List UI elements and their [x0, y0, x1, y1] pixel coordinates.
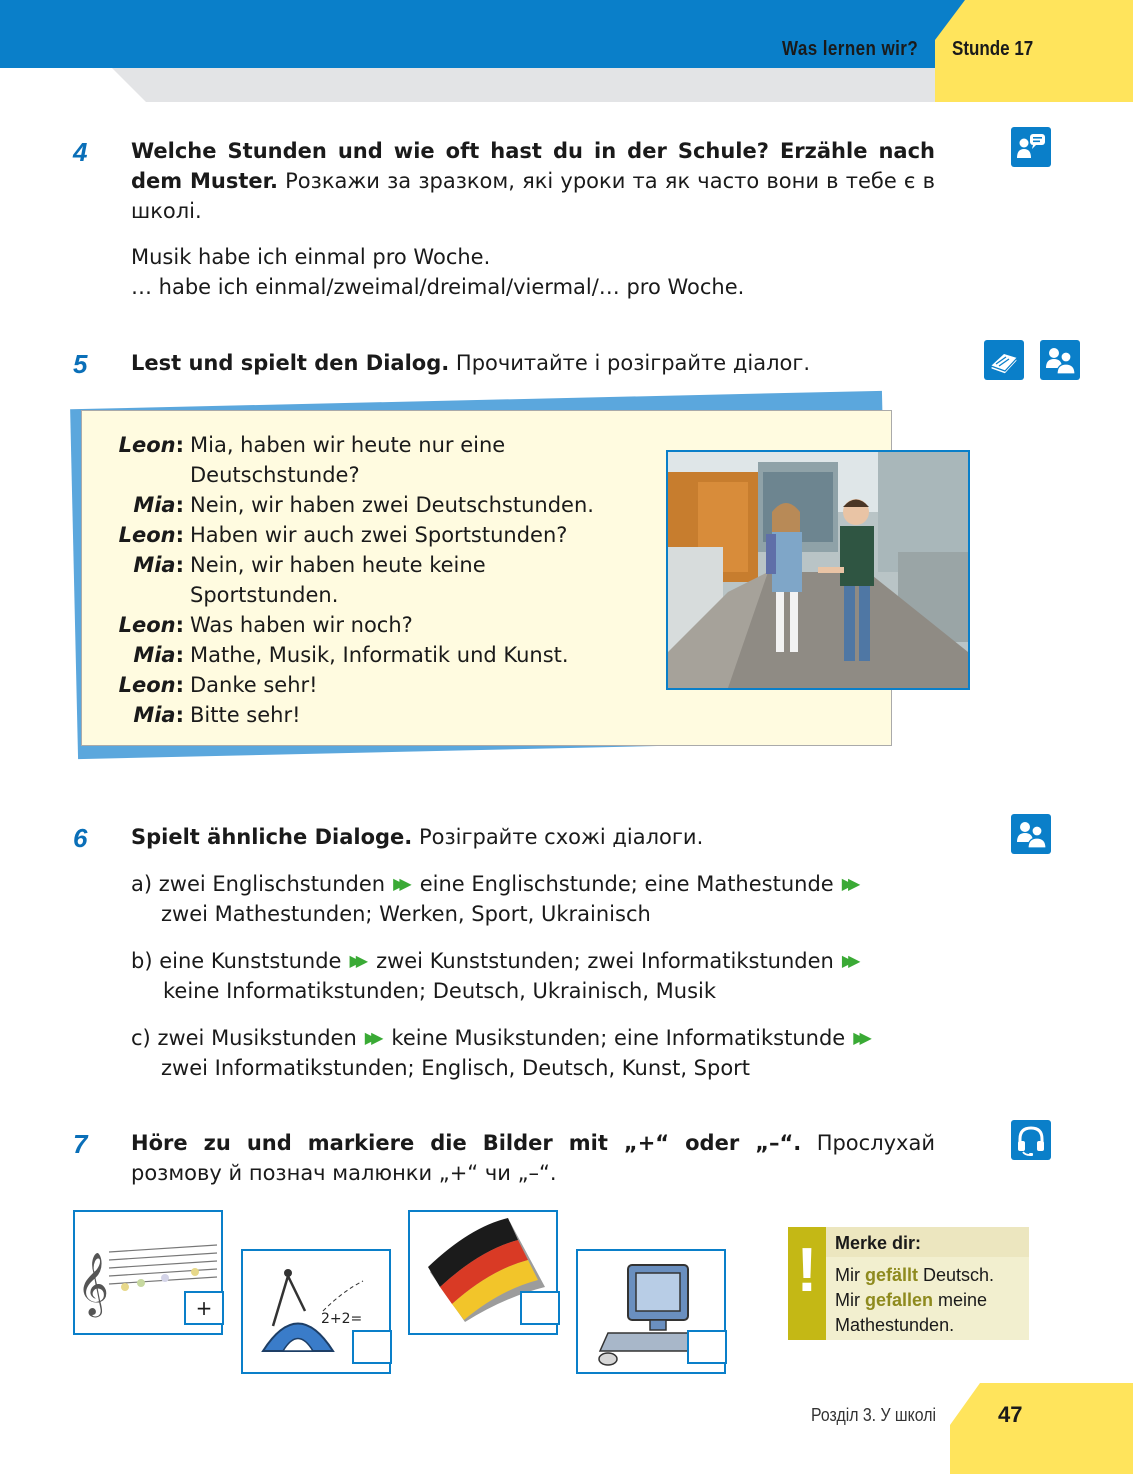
- mark-box[interactable]: +: [184, 1291, 224, 1325]
- item-label: a): [131, 872, 153, 896]
- instruction-de: Spielt ähnliche Dialoge.: [131, 825, 413, 849]
- instruction-uk: Прослухай розмову й познач малюнки „+“ чи „–“.: [131, 1131, 935, 1185]
- dialog-speaker: Mia:: [133, 553, 184, 577]
- double-arrow-icon: ▶▶: [393, 874, 406, 893]
- item-phrase: eine Kunststunde: [159, 949, 342, 973]
- note-text: Mir: [835, 1290, 865, 1310]
- math-label: 2+2=: [321, 1311, 363, 1327]
- pair-work-icon: [1040, 340, 1080, 380]
- double-arrow-icon: ▶▶: [841, 874, 855, 893]
- instruction-uk: Прочитайте і розіграйте діалог.: [455, 351, 811, 375]
- example-line: … habe ich einmal/zweimal/dreimal/viermal/… pro Woche.: [131, 275, 745, 299]
- task-number: 5: [73, 349, 88, 379]
- speaker-name: Mia: [133, 643, 176, 667]
- task-number: 7: [73, 1129, 88, 1159]
- mark-box[interactable]: [520, 1291, 560, 1325]
- note-line: Mathestunden.: [835, 1315, 955, 1335]
- item-phrase: zwei Musikstunden: [157, 1026, 357, 1050]
- speaker-name: Mia: [133, 553, 176, 577]
- task-number: 4: [73, 137, 88, 167]
- instruction-de: Höre zu und markiere die Bilder mit „+“ oder „–“.: [131, 1131, 802, 1155]
- item-label: c): [131, 1026, 151, 1050]
- task-number: 6: [73, 823, 88, 853]
- exclamation-icon: !: [796, 1236, 818, 1305]
- note-highlight: gefällt: [865, 1265, 919, 1285]
- double-arrow-icon: ▶▶: [841, 951, 855, 970]
- note-line: [835, 1263, 994, 1288]
- dialog-speaker: Leon:: [118, 613, 184, 637]
- svg-text:𝄞: 𝄞: [77, 1252, 109, 1315]
- item-phrase: zwei Englischstunden: [158, 872, 386, 896]
- read-book-icon: [984, 340, 1024, 380]
- dialog-line: Was haben wir noch?: [190, 613, 413, 637]
- section-title: Was lernen wir?: [781, 38, 918, 60]
- item-continuation: zwei Mathestunden; Werken, Sport, Ukrainisch: [161, 902, 651, 926]
- school-photo: [666, 450, 970, 690]
- dialog-speaker: Mia:: [133, 643, 184, 667]
- instruction-uk: Розкажи за зразком, які уроки та як часто вони в тебе є в школі.: [131, 169, 935, 223]
- example-line: Musik habe ich einmal pro Woche.: [131, 245, 491, 269]
- headphones-icon: [1011, 1120, 1051, 1160]
- dialog-line: Nein, wir haben zwei Deutschstunden.: [190, 493, 594, 517]
- page-number: 47: [998, 1402, 1023, 1427]
- speaker-name: Mia: [133, 703, 176, 727]
- speaker-name: Mia: [133, 493, 176, 517]
- double-arrow-icon: ▶▶: [364, 1028, 378, 1047]
- dialog-line: Bitte sehr!: [190, 703, 301, 727]
- exercise-item-c: [131, 1023, 880, 1053]
- footer-chapter: Розділ 3. У школі: [811, 1405, 936, 1425]
- speaker-name: Leon: [118, 613, 176, 637]
- task-instruction: [131, 1128, 935, 1188]
- note-text: meine: [933, 1290, 988, 1310]
- mark-box[interactable]: [687, 1330, 727, 1364]
- item-phrase: keine Musikstunden; eine Informatikstunde: [391, 1026, 846, 1050]
- instruction-de: Lest und spielt den Dialog.: [131, 351, 450, 375]
- note-text: Deutsch.: [918, 1265, 995, 1285]
- speak-icon: [1011, 127, 1051, 167]
- note-text: Mir: [835, 1265, 865, 1285]
- instruction-de: Welche Stunden und wie oft hast du in der Schule? Erzähle nach dem Muster.: [131, 139, 935, 193]
- item-continuation: keine Informatikstunden; Deutsch, Ukrainisch, Musik: [163, 979, 717, 1003]
- dialog-line: Sportstunden.: [190, 583, 339, 607]
- dialog-line: Haben wir auch zwei Sportstunden?: [190, 523, 568, 547]
- mark-box[interactable]: [352, 1330, 392, 1364]
- note-line: [835, 1288, 987, 1313]
- exercise-item-b: [131, 946, 868, 976]
- item-label: b): [131, 949, 153, 973]
- dialog-text: [81, 430, 671, 740]
- footer-page-tab: [950, 1383, 1133, 1474]
- dialog-line: Mathe, Musik, Informatik und Kunst.: [190, 643, 569, 667]
- speaker-name: Leon: [118, 673, 176, 697]
- dialog-line: Nein, wir haben heute keine: [190, 553, 486, 577]
- item-continuation: zwei Informatikstunden; Englisch, Deutsch, Kunst, Sport: [161, 1056, 751, 1080]
- dialog-speaker: Leon:: [118, 673, 184, 697]
- note-title: Merke dir:: [835, 1233, 922, 1253]
- dialog-speaker: Leon:: [118, 523, 184, 547]
- speaker-name: Leon: [118, 523, 176, 547]
- lesson-title: Stunde 17: [952, 38, 1034, 60]
- exercise-item-a: [131, 869, 868, 899]
- task-instruction: [131, 822, 703, 852]
- dialog-line: Deutschstunde?: [190, 463, 360, 487]
- dialog-speaker: Leon:: [118, 433, 184, 457]
- task-instruction: [131, 136, 935, 226]
- task-instruction: [131, 348, 810, 378]
- dialog-line: Mia, haben wir heute nur eine: [190, 433, 506, 457]
- item-phrase: eine Englischstunde; eine Mathestunde: [419, 872, 834, 896]
- dialog-speaker: Mia:: [133, 703, 184, 727]
- instruction-uk: Розіграйте схожі діалоги.: [418, 825, 704, 849]
- note-highlight: gefallen: [865, 1290, 934, 1310]
- pair-work-icon: [1011, 814, 1051, 854]
- dialog-line: Danke sehr!: [190, 673, 318, 697]
- item-phrase: zwei Kunststunden; zwei Informatikstunden: [376, 949, 834, 973]
- dialog-speaker: Mia:: [133, 493, 184, 517]
- double-arrow-icon: ▶▶: [853, 1028, 866, 1047]
- double-arrow-icon: ▶▶: [349, 951, 363, 970]
- speaker-name: Leon: [118, 433, 176, 457]
